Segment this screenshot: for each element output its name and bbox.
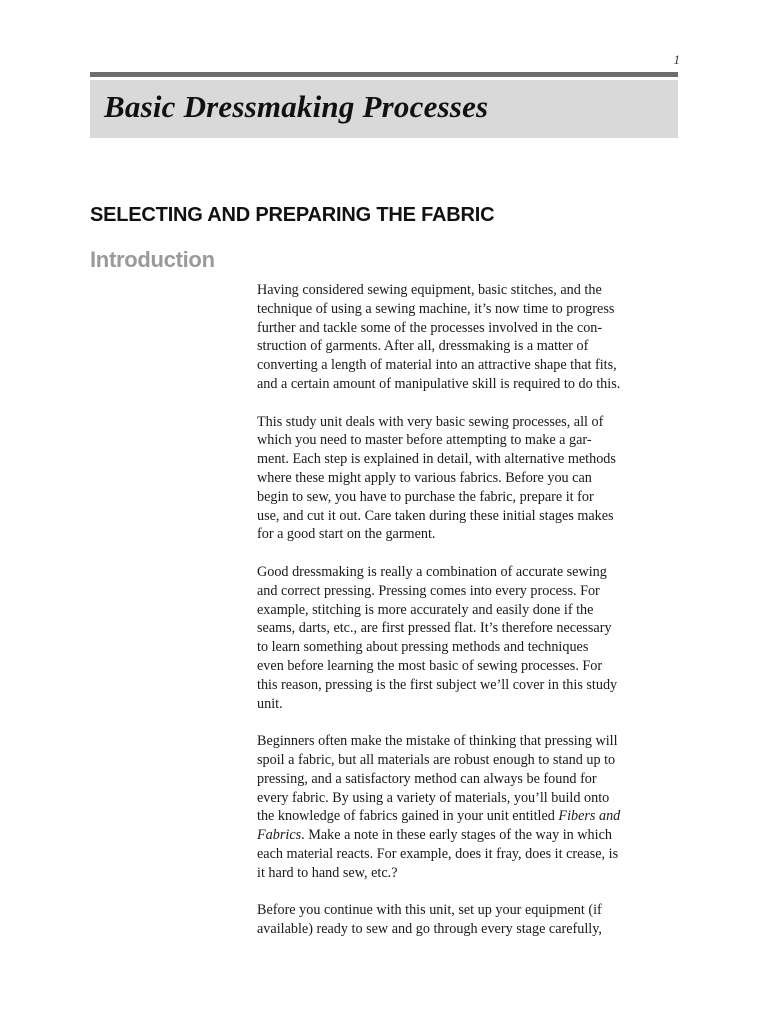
text-line: every fabric. By using a variety of materials, you’ll build onto xyxy=(257,789,610,806)
text-line: which you need to master before attempting to make a gar- xyxy=(257,432,592,449)
section-heading: SELECTING AND PREPARING THE FABRIC xyxy=(90,204,495,226)
text-run: the knowledge of fabrics gained in your unit entitled xyxy=(257,808,559,825)
text-line: and correct pressing. Pressing comes into every process. For xyxy=(257,582,600,599)
text-line: for a good start on the garment. xyxy=(257,526,436,543)
text-line: where these might apply to various fabrics. Before you can xyxy=(257,469,592,486)
chapter-title: Basic Dressmaking Processes xyxy=(104,89,489,124)
body-text xyxy=(257,281,687,958)
text-line: This study unit deals with very basic sewing processes, all of xyxy=(257,413,604,430)
unit-title-italic: Fabrics xyxy=(257,827,302,844)
text-line: technique of using a sewing machine, it’s now time to progress xyxy=(257,300,615,317)
text-line: unit. xyxy=(257,695,283,712)
page-number: 1 xyxy=(673,52,680,67)
text-line: ment. Each step is explained in detail, with alternative methods xyxy=(257,451,616,468)
text-line: example, stitching is more accurately and easily done if the xyxy=(257,601,594,618)
text-line: even before learning the most basic of sewing processes. For xyxy=(257,657,603,674)
text-line: begin to sew, you have to purchase the fabric, prepare it for xyxy=(257,488,594,505)
text-line: this reason, pressing is the first subject we’ll cover in this study xyxy=(257,676,618,693)
text-line: to learn something about pressing methods and techniques xyxy=(257,639,589,656)
text-line: seams, darts, etc., are first pressed flat. It’s therefore necessary xyxy=(257,620,612,637)
text-line xyxy=(257,826,687,845)
text-line: each material reacts. For example, does it fray, does it crease, is xyxy=(257,845,619,862)
text-line: converting a length of material into an attractive shape that fits, xyxy=(257,357,617,374)
paragraph xyxy=(257,732,687,882)
text-line: Beginners often make the mistake of thinking that pressing will xyxy=(257,733,618,750)
header-rule xyxy=(90,72,678,77)
chapter-title-band xyxy=(90,80,678,138)
text-run: . Make a note in these early stages of the way in which xyxy=(301,827,612,844)
text-line: Before you continue with this unit, set up your equipment (if xyxy=(257,902,602,919)
paragraph xyxy=(257,413,687,545)
text-line xyxy=(257,807,687,826)
text-line: struction of garments. After all, dressmaking is a matter of xyxy=(257,338,589,355)
text-line: and a certain amount of manipulative skill is required to do this. xyxy=(257,375,621,392)
text-line: spoil a fabric, but all materials are robust enough to stand up to xyxy=(257,751,616,768)
text-line: further and tackle some of the processes involved in the con- xyxy=(257,319,603,336)
text-line: it hard to hand sew, etc.? xyxy=(257,864,398,881)
text-line: use, and cut it out. Care taken during these initial stages makes xyxy=(257,507,614,524)
paragraph xyxy=(257,563,687,713)
text-line: Good dressmaking is really a combination of accurate sewing xyxy=(257,563,607,580)
text-line: pressing, and a satisfactory method can always be found for xyxy=(257,770,597,787)
text-line: Having considered sewing equipment, basic stitches, and the xyxy=(257,282,602,298)
text-line: available) ready to sew and go through every stage carefully, xyxy=(257,921,602,938)
paragraph xyxy=(257,901,687,939)
sub-heading: Introduction xyxy=(90,247,215,272)
unit-title-italic: Fibers and xyxy=(558,808,621,825)
paragraph xyxy=(257,281,687,394)
